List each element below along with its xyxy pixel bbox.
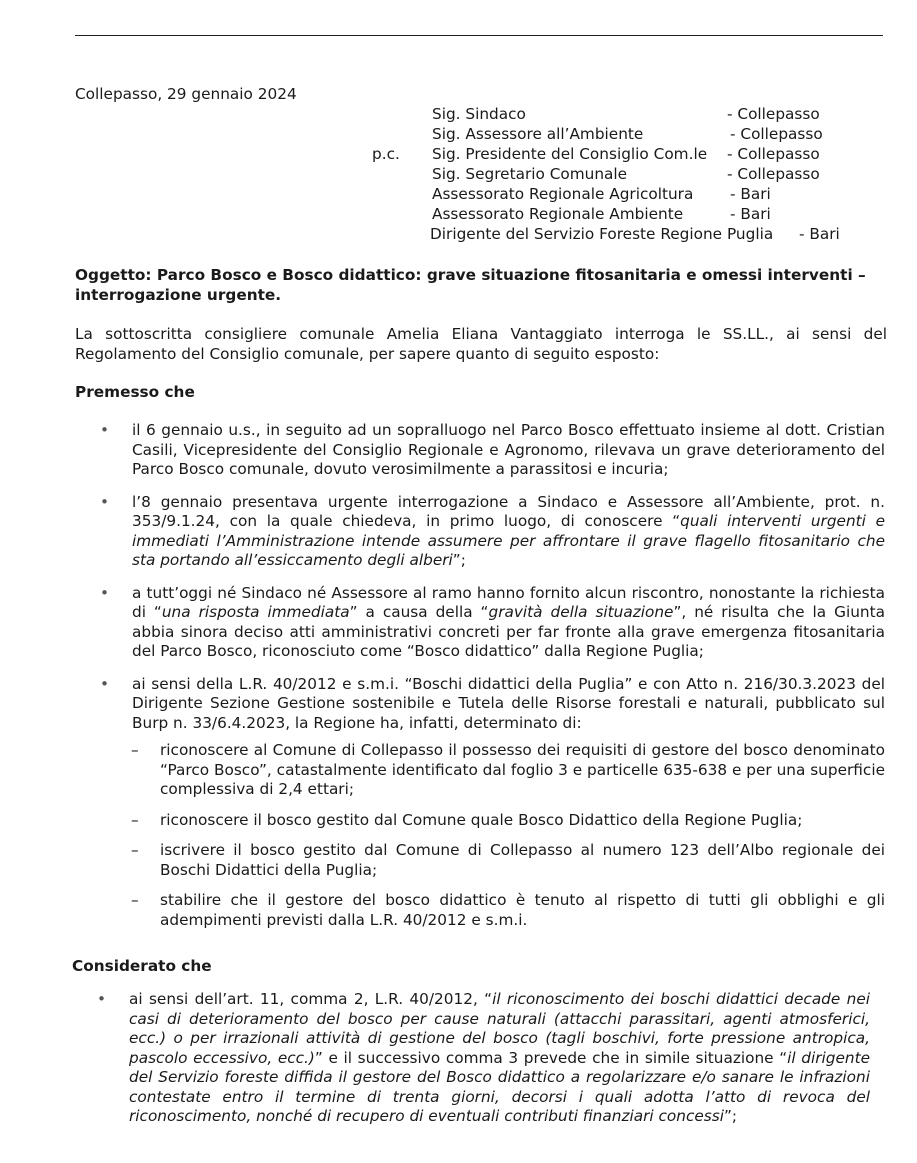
sub-item: – riconoscere il bosco gestito dal Comune quale Bosco Didattico della Regione Puglia; [131, 811, 885, 831]
pc-label: p.c. [372, 145, 400, 163]
sub-item: – iscrivere il bosco gestito dal Comune di Collepasso al numero 123 dell’Albo regionale dei Boschi Didattici della Puglia; [131, 841, 885, 880]
list-item: • il 6 gennaio u.s., in seguito ad un sopralluogo nel Parco Bosco effettuato insieme al dott. Cristian Casili, Vicepresidente del Consiglio Regionale e Agronomo, rilevava un grave deterioramento del Parco Bosco comunale, dovuto verosimilmente a parassitosi e incuria; [75, 421, 885, 480]
recipient-name: Sig. Presidente del Consiglio Com.le [432, 145, 708, 163]
quote: una risposta immediata [161, 603, 350, 621]
quote: il dirigente del Servizio foreste diffida il gestore del Bosco didattico a regolarizzare e/o sanare le infrazioni contestate entro il termine di trenta giorni, decorsi i quali adotta l’atto di revoca del riconoscimento, nonché di recupero di eventuali contributi finanziari concessi [129, 1048, 871, 1125]
sub-item: – stabilire che il gestore del bosco didattico è tenuto al rispetto di tutti gli obblighi e gli adempimenti previsti dalla L.R. 40/2012 e s.m.i. [131, 891, 885, 930]
date-line: Collepasso, 29 gennaio 2024 [75, 85, 297, 103]
subject-line: Oggetto: Parco Bosco e Bosco didattico: grave situazione fitosanitaria e omessi interventi – interrogazione urgente. [75, 266, 866, 304]
text: ” a causa della “ [349, 603, 489, 621]
recipient-place: - Bari [799, 225, 840, 243]
recipient-name: Sig. Segretario Comunale [432, 165, 628, 183]
sub-item: – riconoscere al Comune di Collepasso il possesso dei requisiti di gestore del bosco denominato “Parco Bosco”, catastalmente identificato dal foglio 3 e particelle 635-638 e per una superficie complessiva di 2,4 ettari; [131, 741, 885, 800]
text: ” e il successivo comma 3 prevede che in simile situazione “ [314, 1048, 788, 1067]
text: ”; [723, 1107, 738, 1125]
premesso-heading: Premesso che [75, 383, 195, 401]
recipient-place: - Bari [730, 205, 771, 223]
sub-list [131, 741, 885, 930]
recipient-place: - Collepasso [727, 105, 820, 123]
recipient-name: Dirigente del Servizio Foreste Regione Puglia [430, 225, 774, 243]
recipient-place: - Collepasso [727, 165, 820, 183]
intro-paragraph: La sottoscritta consigliere comunale Amelia Eliana Vantaggiato interroga le SS.LL., ai sensi del Regolamento del Consiglio comunale, per sapere quanto di seguito esposto: [75, 325, 887, 363]
recipient-name: Sig. Assessore all’Ambiente [432, 125, 644, 143]
considerato-heading: Considerato che [72, 957, 212, 975]
recipient-place: - Bari [730, 185, 771, 203]
header-rule [75, 35, 883, 36]
quote: quali interventi urgenti e immediati l’Amministrazione intende assumere per affrontare il grave flagello fitosanitario che sta portando all’essiccamento degli alberi [132, 512, 886, 569]
quote: gravità della situazione [488, 603, 674, 621]
recipient-place: - Collepasso [730, 125, 823, 143]
list-item [75, 493, 885, 571]
text: ”; [452, 551, 466, 569]
text: ai sensi dell’art. 11, comma 2, L.R. 40/2012, “ [129, 990, 493, 1008]
text: ai sensi della L.R. 40/2012 e s.m.i. “Boschi didattici della Puglia” e con Atto n. 216/30.3.2023 del Dirigente Sezione Gestione sostenibile e Tutela delle Risorse forestali e naturali, pubblicato sul Burp n. 33/6.4.2023, la Regione ha, infatti, determinato di: [132, 674, 885, 732]
recipient-name: Assessorato Regionale Agricoltura [432, 185, 694, 203]
premesso-list [75, 421, 885, 943]
text: ”, né risulta che la Giunta abbia sinora deciso atti amministrativi concreti per far fronte alla grave emergenza fitosanitaria del Parco Bosco, riconosciuto come “Bosco didattico” dalla Regione Puglia; [132, 603, 885, 660]
list-item [75, 675, 885, 931]
considerato-list [72, 990, 870, 1140]
recipient-name: Sig. Sindaco [432, 105, 526, 123]
text: l’8 gennaio presentava urgente interrogazione a Sindaco e Assessore all’Ambiente, prot. n. 353/9.1.24, con la quale chiedeva, in primo luogo, di conoscere “ [132, 492, 885, 530]
list-item [72, 990, 870, 1127]
quote: il riconoscimento dei boschi didattici decade nei casi di deterioramento del bosco per cause naturali (attacchi parassitari, agenti atmosferici, ecc.) o per irrazionali attività di gestione del bosco (tagli boschivi, forte pressione antropica, pascolo eccessivo, ecc.) [129, 990, 870, 1067]
recipient-name: Assessorato Regionale Ambiente [432, 205, 684, 223]
recipient-place: - Collepasso [727, 145, 820, 163]
list-item [75, 584, 885, 662]
text: a tutt’oggi né Sindaco né Assessore al ramo hanno fornito alcun riscontro, nonostante la richiesta di “ [132, 583, 885, 621]
